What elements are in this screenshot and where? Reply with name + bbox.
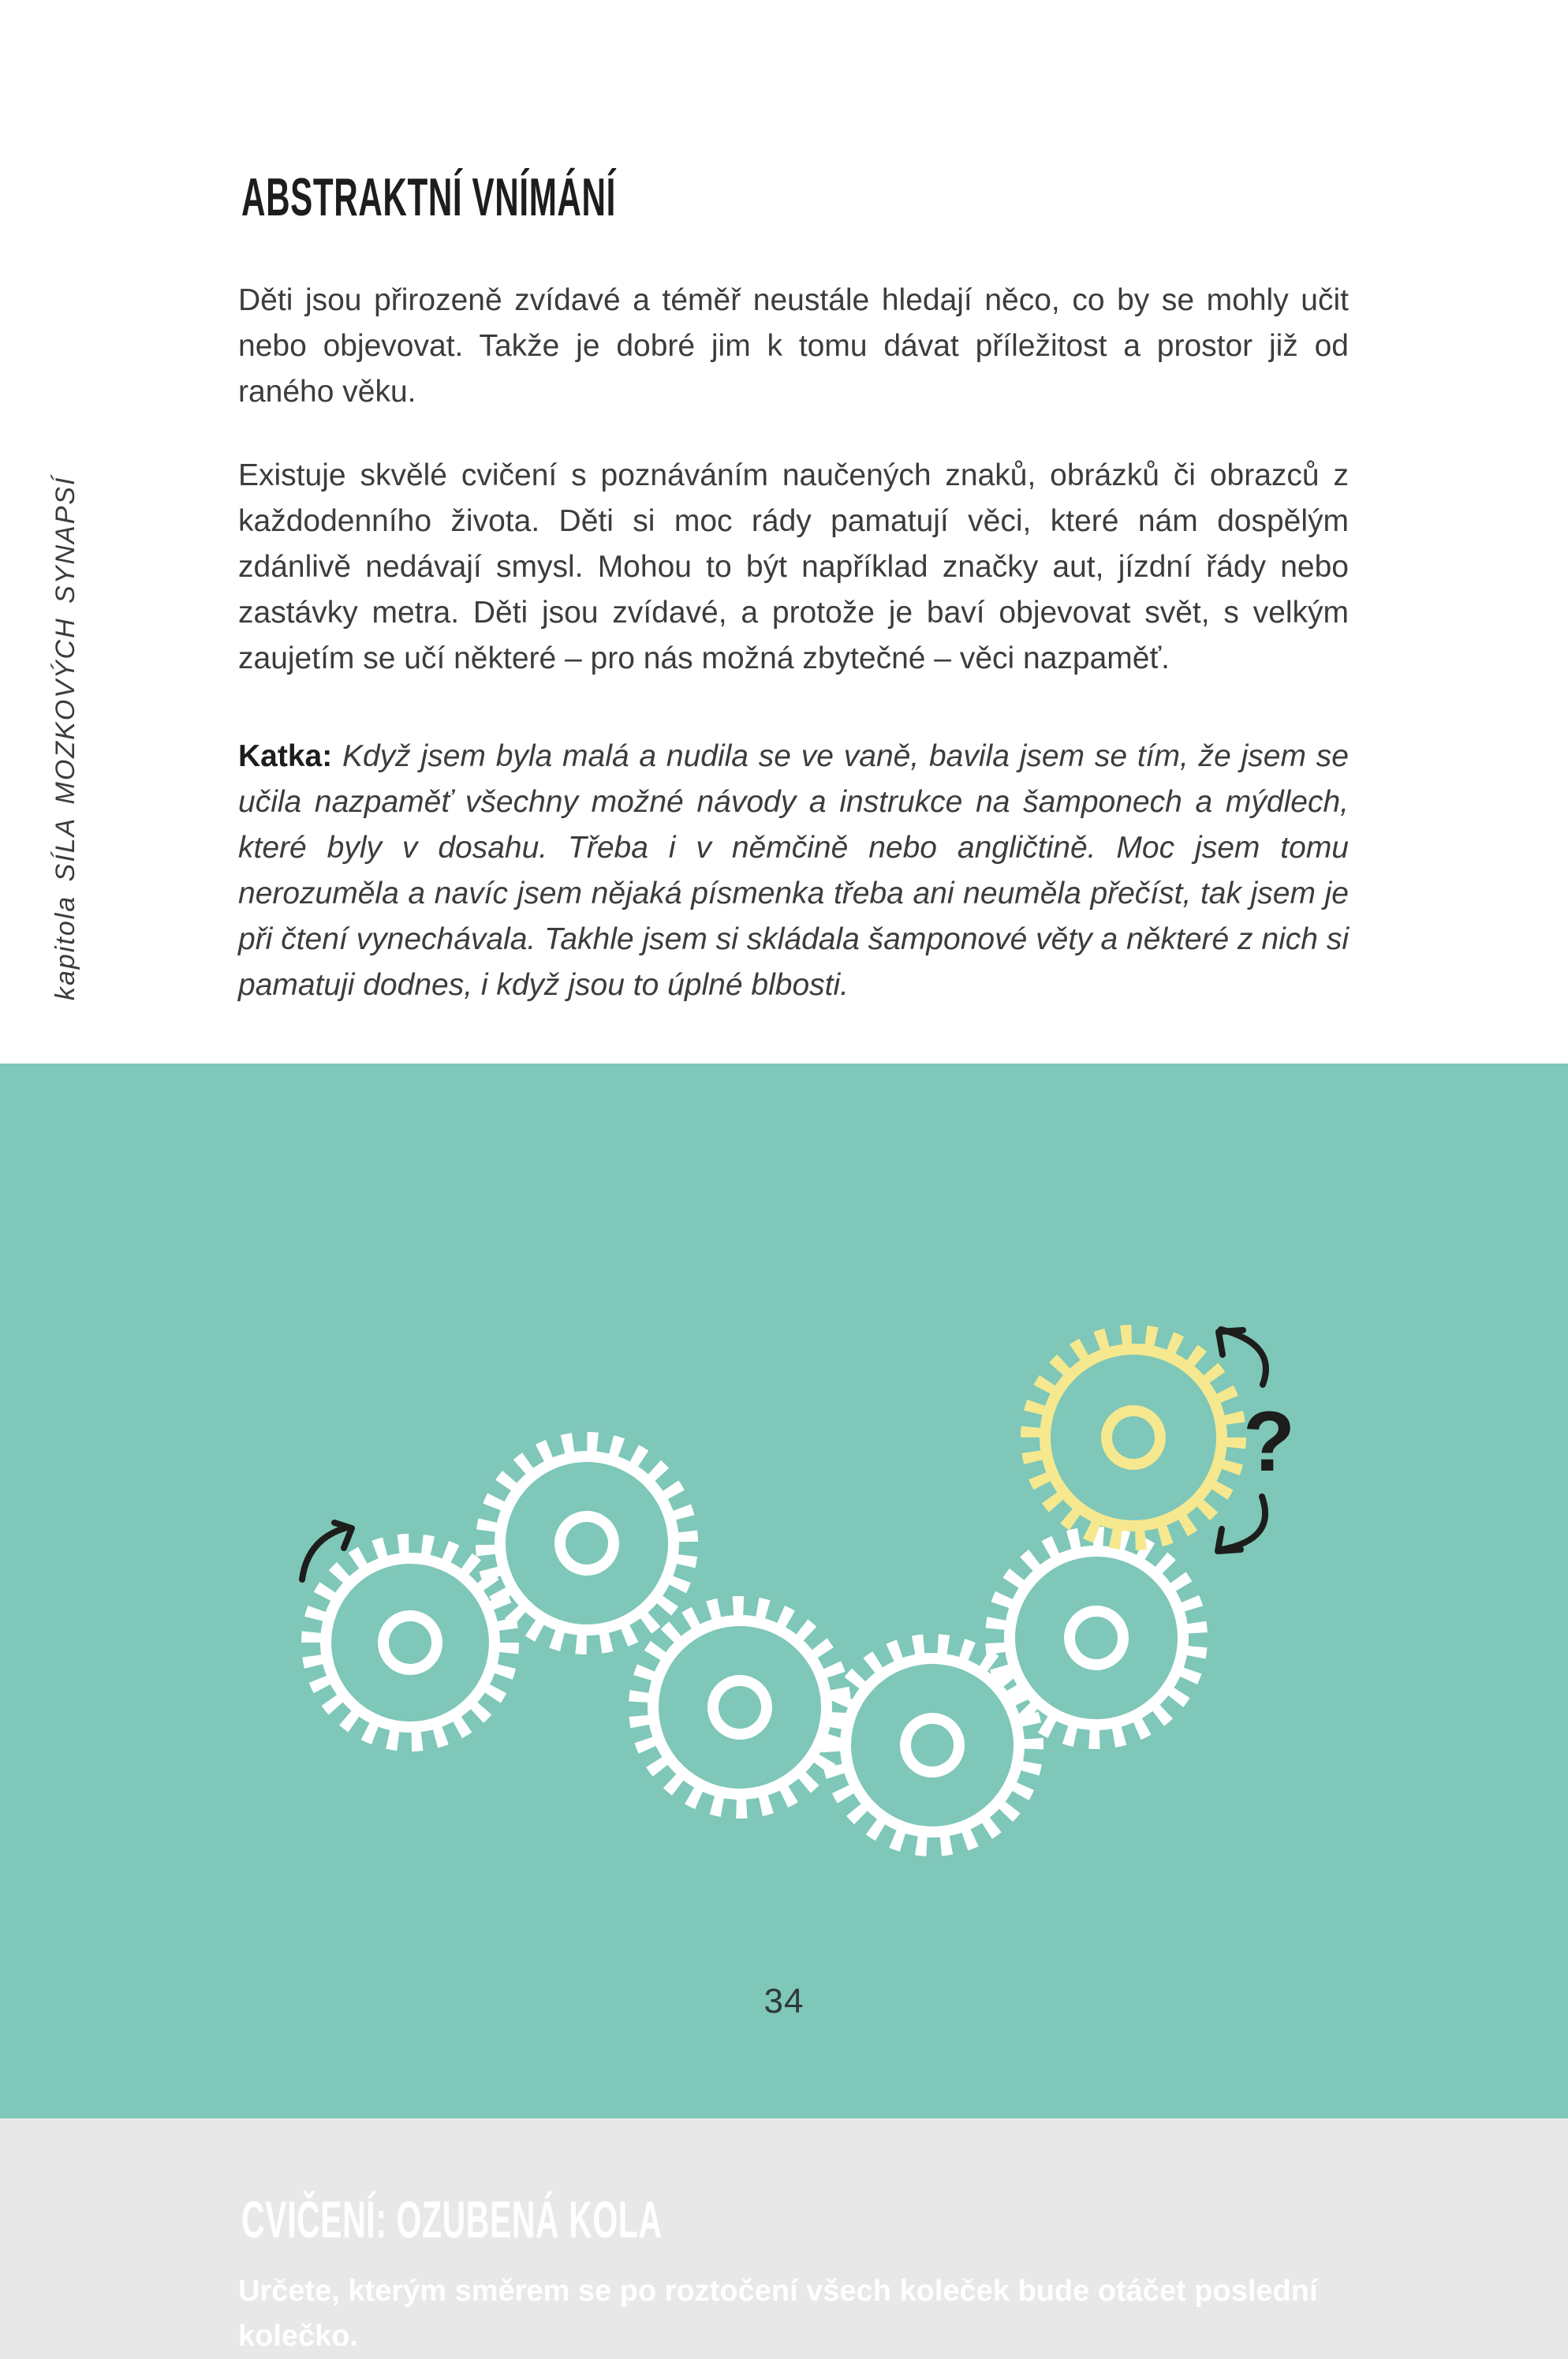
- article-body: [238, 278, 1349, 1008]
- quote-paragraph: [238, 734, 1349, 1008]
- exercise-instruction: [238, 2269, 1421, 2359]
- exercise-panel: [0, 1064, 1568, 2353]
- quote-text: Když jsem byla malá a nudila se ve vaně, bavila jsem se tím, že jsem se učila nazpaměť všechny možné návody a instrukce na šamponech a mýdlech, které byly v dosahu. Třeba i v němčině nebo angličtině. Moc jsem tomu nerozuměla a navíc jsem nějaká písmenka třeba ani neuměla přečíst, tak jsem je při čtení vynechávala. Takhle jsem si skládala šamponové věty a některé z nich si pamatuji dodnes, i když jsou to úplné blbosti.: [238, 739, 1349, 1002]
- chapter-sidebar-label: kapitola SÍLA MOZKOVÝCH SYNAPSÍ: [50, 476, 80, 1000]
- quote-speaker: Katka:: [238, 739, 333, 773]
- page-title-text: ABSTRAKTNÍ VNÍMÁNÍ: [241, 167, 616, 227]
- exercise-instruction-line-2: kolečko.: [238, 2320, 359, 2353]
- exercise-title: [241, 2190, 920, 2249]
- paragraph-1: Děti jsou přirozeně zvídavé a téměř neustále hledají něco, co by se mohly učit nebo objevovat. Takže je dobré jim k tomu dávat příležitost a prostor již od raného věku.: [238, 283, 1349, 409]
- page-number: 34: [763, 1982, 805, 2021]
- question-mark: ?: [1243, 1393, 1295, 1489]
- exercise-instruction-line-1: Určete, kterým směrem se po roztočení všech koleček bude otáčet poslední: [238, 2275, 1318, 2308]
- paragraph-2: Existuje skvělé cvičení s poznáváním naučených znaků, obrázků či obrazců z každodenního života. Děti si moc rády pamatují věci, které nám dospělým zdánlivě nedávají smysl. Mohou to být například značky aut, jízdní řády nebo zastávky metra. Děti jsou zvídavé, a protože je baví objevovat svět, s velkým zaujetím se učí některé – pro nás možná zbytečné – věci nazpaměť.: [238, 458, 1349, 675]
- page-title: [241, 167, 846, 227]
- exercise-title-text: CVIČENÍ: OZUBENÁ KOLA: [241, 2190, 663, 2249]
